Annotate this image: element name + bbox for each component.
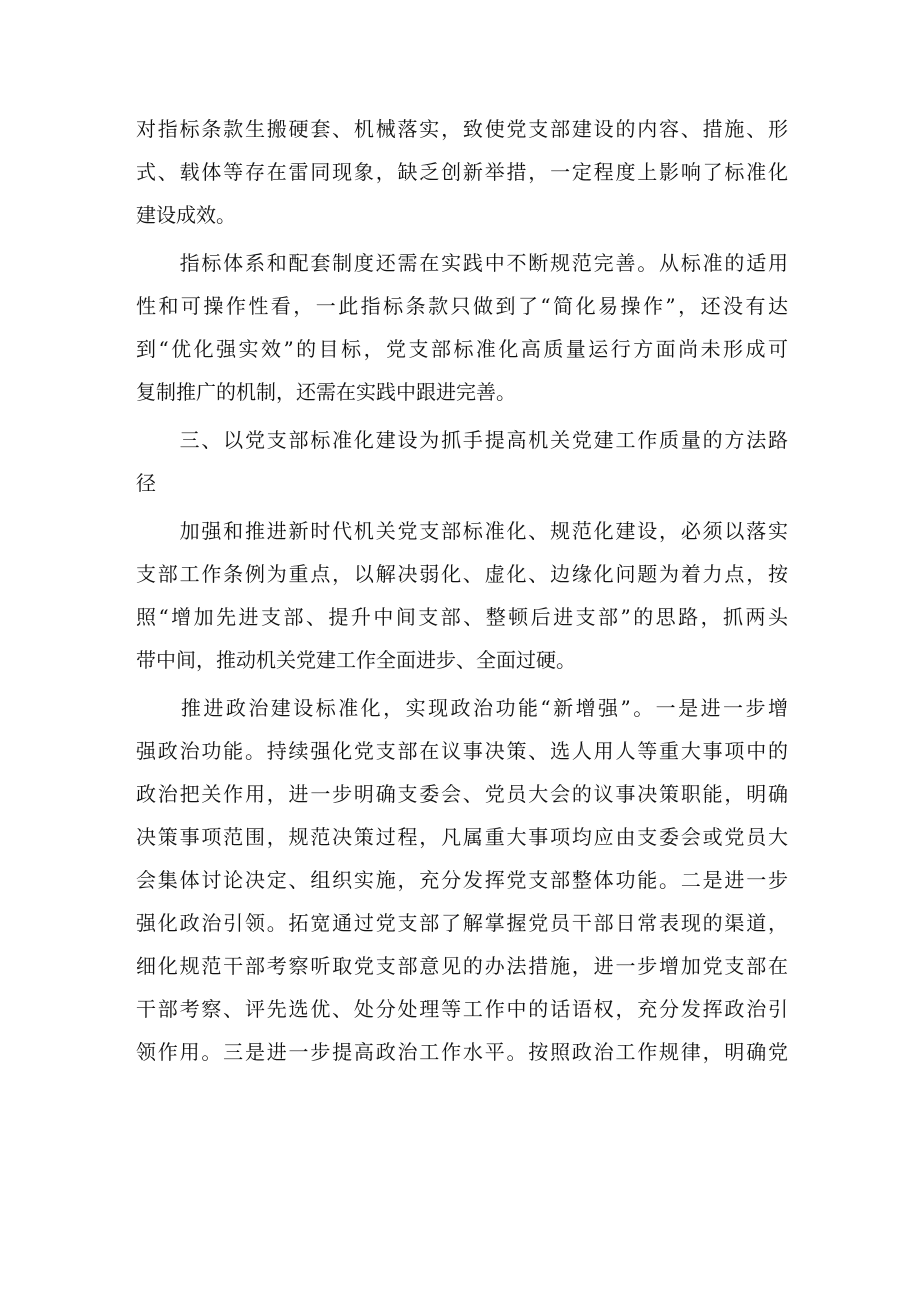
text-line: 式、载体等存在雷同现象，缺乏创新举措，一定程度上影响了标准化 (136, 160, 788, 184)
text-line: 强化政治引领。拓宽通过党支部了解掌握党员干部日常表现的渠道， (136, 911, 788, 935)
text-line: 建设成效。 (136, 203, 236, 227)
text-line: 支部工作条例为重点，以解决弱化、虚化、边缘化问题为着力点，按 (136, 562, 788, 586)
text-line: 领作用。三是进一步提高政治工作水平。按照政治工作规律，明确党 (136, 1040, 788, 1064)
text-line: 带中间，推动机关党建工作全面进步、全面过硬。 (136, 648, 576, 672)
text-line: 复制推广的机制，还需在实践中跟进完善。 (136, 380, 516, 404)
text-line: 政治把关作用，进一步明确支委会、党员大会的议事决策职能，明确 (136, 782, 788, 806)
text-line: 干部考察、评先选优、处分处理等工作中的话语权，充分发挥政治引 (136, 997, 788, 1021)
text-line: 会集体讨论决定、组织实施，充分发挥党支部整体功能。二是进一步 (136, 868, 788, 892)
section-heading-line: 三、以党支部标准化建设为抓手提高机关党建工作质量的方法路 (136, 428, 788, 452)
text-line: 强政治功能。持续强化党支部在议事决策、选人用人等重大事项中的 (136, 739, 788, 763)
document-body (136, 108, 788, 1074)
section-heading-line: 径 (136, 471, 156, 495)
text-line: 决策事项范围，规范决策过程，凡属重大事项均应由支委会或党员大 (136, 825, 788, 849)
text-line: 细化规范干部考察听取党支部意见的办法措施，进一步增加党支部在 (136, 954, 788, 978)
text-line: 照“增加先进支部、提升中间支部、整顿后进支部”的思路，抓两头 (136, 605, 788, 629)
text-line: 性和可操作性看，一此指标条款只做到了“简化易操作”，还没有达 (136, 294, 788, 318)
text-line: 加强和推进新时代机关党支部标准化、规范化建设，必须以落实 (136, 519, 788, 543)
text-line: 推进政治建设标准化，实现政治功能“新增强”。一是进一步增 (136, 696, 788, 720)
text-line: 到“优化强实效”的目标，党支部标准化高质量运行方面尚未形成可 (136, 337, 788, 361)
text-line: 指标体系和配套制度还需在实践中不断规范完善。从标准的适用 (136, 251, 788, 275)
text-line: 对指标条款生搬硬套、机械落实，致使党支部建设的内容、措施、形 (136, 117, 788, 141)
